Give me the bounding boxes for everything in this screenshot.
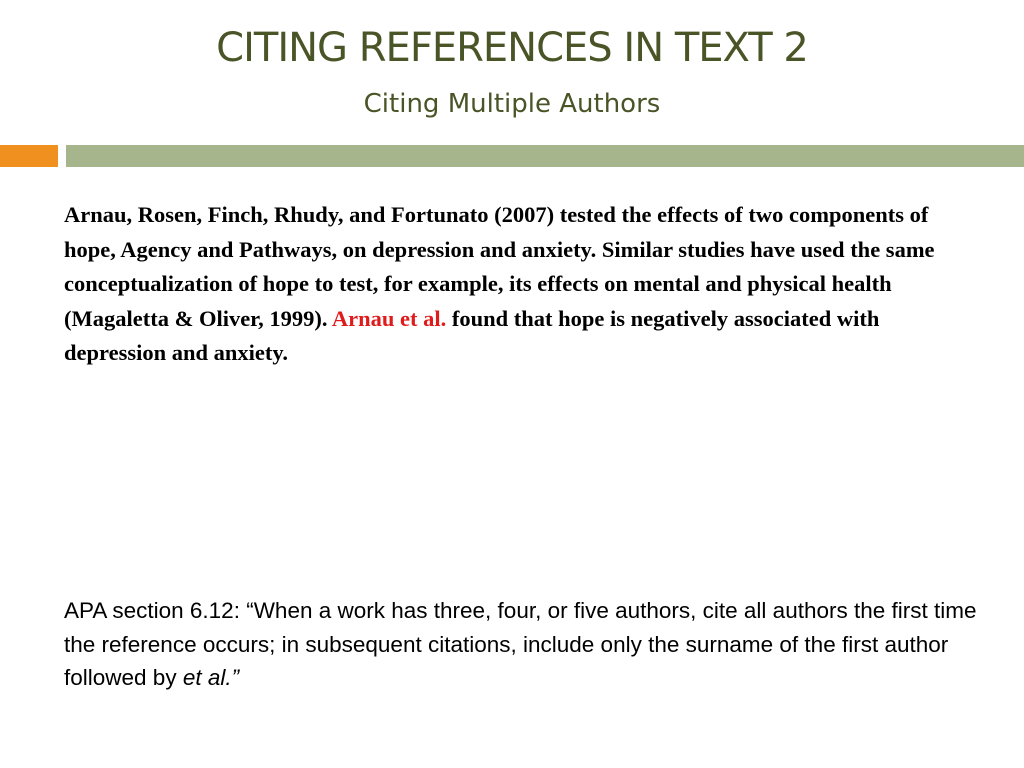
slide-title: CITING REFERENCES IN TEXT 2 — [216, 25, 808, 71]
example-text-before: Arnau, Rosen, Finch, Rhudy, and Fortunato (2007) tested the effects of two components of hope, Agency and Pathways, on depression and anxiety. Similar studies have used the same conceptualization of hope to test, for example, its effects on mental and physical health (Magaletta & Oliver, 1999). — [64, 202, 935, 331]
apa-rule-et-al: et al.” — [182, 665, 240, 690]
accent-bar-orange — [0, 145, 58, 167]
apa-rule-paragraph — [64, 594, 984, 695]
apa-rule-text: APA section 6.12: “When a work has three, four, or five authors, cite all authors the first time the reference occurs; in subsequent citations, include only the surname of the first author followed by — [64, 598, 977, 690]
example-highlight-citation: Arnau et al. — [331, 305, 447, 331]
accent-bar-green — [66, 145, 1024, 167]
example-paragraph — [64, 198, 979, 371]
example-text-after: found that hope is negatively associated with depression and anxiety. — [64, 305, 880, 365]
slide-subtitle: Citing Multiple Authors — [363, 89, 661, 119]
